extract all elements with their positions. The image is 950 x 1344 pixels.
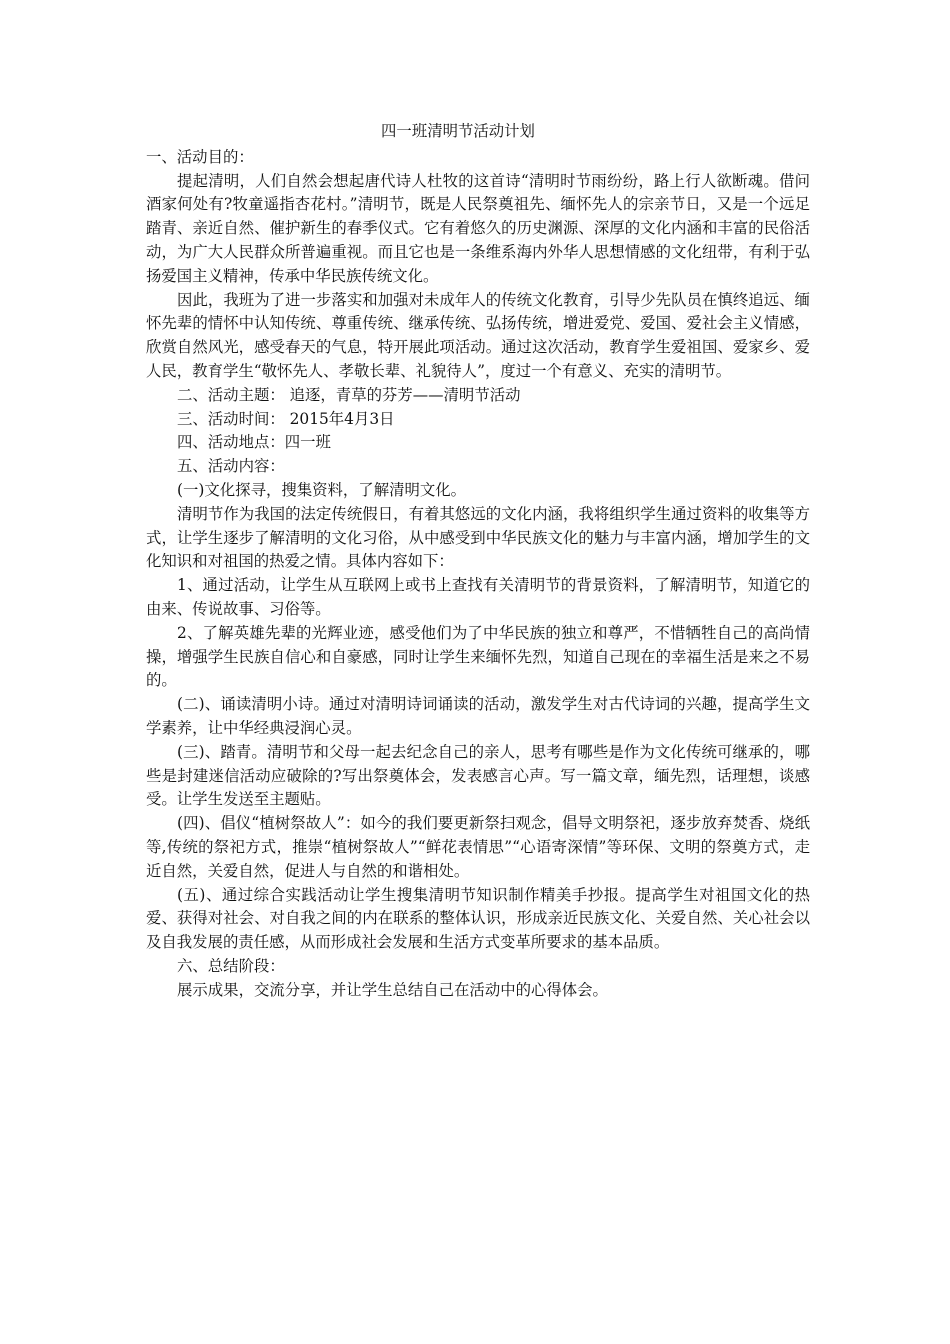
document-page bbox=[146, 120, 810, 1002]
paragraph: 清明节作为我国的法定传统假日，有着其悠远的文化内涵，我将组织学生通过资料的收集等方式，让学生逐步了解清明的文化习俗，从中感受到中华民族文化的魅力与丰富内涵，增加学生的文化知识和对祖国的热爱之情。具体内容如下： bbox=[146, 504, 810, 571]
document-title: 四一班清明节活动计划 bbox=[381, 122, 535, 140]
paragraph: 二、活动主题： 追逐，青草的芬芳——清明节活动 bbox=[177, 385, 521, 404]
paragraph: 展示成果，交流分享，并让学生总结自己在活动中的心得体会。 bbox=[177, 980, 608, 999]
paragraph: (五)、通过综合实践活动让学生搜集清明节知识制作精美手抄报。提高学生对祖国文化的热爱、获得对社会、对自我之间的内在联系的整体认识，形成亲近民族文化、关爱自然、关心社会以及自我发展的责任感，从而形成社会发展和生活方式变革所要求的基本品质。 bbox=[146, 885, 810, 952]
paragraph: 2、了解英雄先辈的光辉业迹，感受他们为了中华民族的独立和尊严，不惜牺牲自己的高尚情操，增强学生民族自信心和自豪感，同时让学生来缅怀先烈，知道自己现在的幸福生活是来之不易的。 bbox=[146, 623, 810, 690]
paragraph: (四)、倡仪“植树祭故人”：如今的我们要更新祭扫观念，倡导文明祭祀，逐步放弃焚香、烧纸等,传统的祭祀方式，推崇“植树祭故人”“鲜花表情思”“心语寄深情”等环保、文明的祭奠方式，走近自然，关爱自然，促进人与自然的和谐相处。 bbox=[146, 814, 810, 880]
paragraph: 四、活动地点：四一班 bbox=[177, 433, 331, 452]
paragraph: (三)、踏青。清明节和父母一起去纪念自己的亲人，思考有哪些是作为文化传统可继承的，哪些是封建迷信活动应破除的?写出祭奠体会，发表感言心声。写一篇文章，缅先烈，话理想，谈感受。让学生发送至主题贴。 bbox=[146, 742, 810, 809]
document-body bbox=[146, 146, 810, 1003]
paragraph: 一、活动目的： bbox=[146, 147, 254, 166]
paragraph: 六、总结阶段： bbox=[177, 956, 285, 975]
paragraph: 提起清明，人们自然会想起唐代诗人杜牧的这首诗“清明时节雨纷纷，路上行人欲断魂。借问酒家何处有?牧童遥指杏花村。”清明节，既是人民祭奠祖先、缅怀先人的宗亲节日，又是一个远足踏青、亲近自然、催护新生的春季仪式。它有着悠久的历史渊源、深厚的文化内涵和丰富的民俗活动，为广大人民群众所普遍重视。而且它也是一条维系海内外华人思想情感的文化纽带，有利于弘扬爱国主义精神，传承中华民族传统文化。 bbox=[146, 171, 810, 285]
paragraph: (二)、诵读清明小诗。通过对清明诗词诵读的活动，激发学生对古代诗词的兴趣，提高学生文学素养，让中华经典浸润心灵。 bbox=[146, 695, 810, 737]
paragraph: 五、活动内容： bbox=[177, 457, 285, 476]
paragraph: 因此，我班为了进一步落实和加强对未成年人的传统文化教育，引导少先队员在慎终追远、缅怀先辈的情怀中认知传统、尊重传统、继承传统、弘扬传统，增进爱党、爱国、爱社会主义情感，欣赏自然风光，感受春天的气息，特开展此项活动。通过这次活动，教育学生爱祖国、爱家乡、爱人民，教育学生“敬怀先人、孝敬长辈、礼貌待人”，度过一个有意义、充实的清明节。 bbox=[146, 290, 810, 380]
paragraph: (一)文化探寻，搜集资料，了解清明文化。 bbox=[177, 480, 467, 499]
paragraph: 三、活动时间： 2015年4月3日 bbox=[177, 409, 395, 428]
paragraph: 1、通过活动，让学生从互联网上或书上查找有关清明节的背景资料，了解清明节，知道它的由来、传说故事、习俗等。 bbox=[146, 576, 810, 618]
